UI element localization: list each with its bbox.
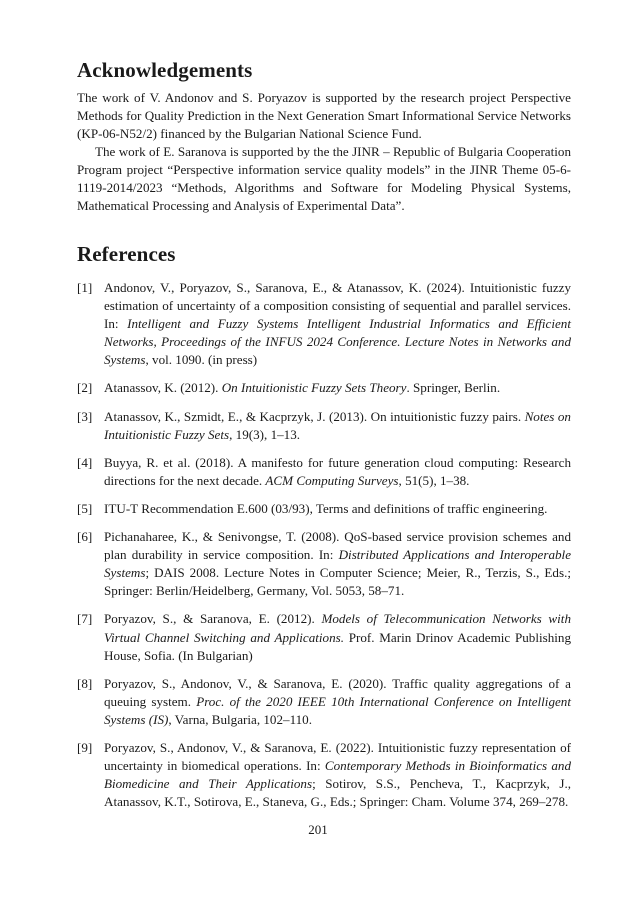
reference-item [77, 500, 571, 518]
reference-number: [9] [77, 739, 93, 755]
reference-text-italic: Notes on Intuitionistic Fuzzy Sets [104, 408, 571, 442]
page-number: 201 [308, 822, 328, 837]
reference-text-plain: Atanassov, K. (2012). [104, 380, 222, 396]
reference-item [77, 675, 571, 729]
reference-text [104, 379, 571, 397]
reference-text-italic: Proc. of the 2020 IEEE 10th International Conference on Intelligent Systems (IS) [104, 693, 571, 727]
reference-text-plain: Buyya, R. et al. (2018). A manifesto for future generation cloud computing: Research directions for the next decade. [104, 454, 571, 488]
reference-item [77, 610, 571, 664]
acknowledgements-heading: Acknowledgements [77, 58, 253, 82]
reference-number: [6] [77, 529, 93, 545]
reference-item [77, 739, 571, 811]
reference-number: [7] [77, 611, 93, 627]
reference-text-plain: ITU-T Recommendation E.600 (03/93), Terms and definitions of traffic engineering. [104, 500, 548, 516]
reference-text [104, 454, 571, 490]
reference-text-plain: Poryazov, S., Andonov, V., & Saranova, E. (2020). Traffic quality aggregations of a queuing system. [104, 675, 571, 709]
reference-text [104, 739, 571, 811]
reference-item [77, 408, 571, 444]
reference-item [77, 279, 571, 369]
reference-text [104, 528, 571, 600]
acknowledgements-paragraph-2: The work of E. Saranova is supported by the the JINR – Republic of Bulgaria Cooperation Program project “Perspective information service quality models” in the JINR Theme 05-6-1119-2014/2023 “Methods, Algorithms and Software for Modeling Physical Systems, Mathematical Processing and Analysis of Experimental Data”. [77, 144, 571, 213]
reference-text-plain: Prof. Marin Drinov Academic Publishing House, Sofia. (In Bulgarian) [104, 629, 571, 663]
reference-number: [3] [77, 408, 93, 424]
reference-text-plain: Poryazov, S., Andonov, V., & Saranova, E. (2022). Intuitionistic fuzzy representation of uncertainty in biomedical operations. In: [104, 739, 571, 774]
reference-number: [2] [77, 380, 93, 396]
reference-item [77, 454, 571, 490]
reference-text-plain: , vol. 1090. (in press) [145, 352, 258, 368]
reference-text-italic: Contemporary Methods in Bioinformatics and Biomedicine and Their Applications [104, 758, 571, 792]
reference-text-plain: Pichanaharee, K., & Senivongse, T. (2008). QoS-based service provision schemes and plan durability in service composition. In: [104, 529, 571, 563]
references-heading: References [77, 242, 176, 266]
reference-text-italic: Models of Telecommunication Networks with Virtual Channel Switching and Applications. [104, 611, 571, 645]
reference-text [104, 500, 571, 518]
reference-text [104, 610, 571, 664]
reference-text-plain: , Varna, Bulgaria, 102–110. [168, 711, 312, 727]
reference-text-italic: ACM Computing Surveys [265, 472, 399, 488]
reference-text-italic: Intelligent and Fuzzy Systems Intelligent Industrial Informatics and Efficient Networks, Proceedings of the INFUS 2024 Conference. Lecture Notes in Networks and Systems [104, 316, 571, 368]
reference-item [77, 528, 571, 600]
reference-text-plain: . Springer, Berlin. [406, 380, 501, 396]
reference-text-plain: Atanassov, K., Szmidt, E., & Kacprzyk, J. (2013). On intuitionistic fuzzy pairs. [104, 408, 525, 424]
reference-text-plain: , 51(5), 1–38. [398, 472, 470, 488]
reference-number: [8] [77, 675, 93, 691]
reference-item [77, 379, 571, 397]
reference-text-italic: Distributed Applications and Interoperable Systems [104, 547, 572, 581]
reference-number: [4] [77, 454, 93, 470]
reference-text-plain: Andonov, V., Poryazov, S., Saranova, E., & Atanassov, K. (2024). Intuitionistic fuzzy estimation of uncertainty of a composition consisting of sequential and parallel services. In: [104, 280, 571, 332]
acknowledgements-section [77, 89, 571, 215]
reference-number: [5] [77, 500, 93, 516]
reference-text [104, 408, 571, 444]
reference-text [104, 279, 571, 369]
reference-text-plain: Poryazov, S., & Saranova, E. (2012). [104, 611, 322, 627]
reference-text [104, 675, 571, 729]
reference-number: [1] [77, 280, 93, 295]
acknowledgements-paragraph-1: The work of V. Andonov and S. Poryazov is supported by the research project Perspective Methods for Quality Prediction in the Next Generation Smart Informational Service Networks (KP-06-N52/2) financed by the Bulgarian National Science Fund. [77, 90, 571, 141]
reference-text-plain: , 19(3), 1–13. [229, 426, 301, 442]
reference-text-plain: ; Sotirov, S.S., Pencheva, T., Kacprzyk, J., Atanassov, K.T., Sotirova, E., Staneva, G., Eds.; Springer: Cham. Volume 374, 269–278. [104, 776, 571, 810]
reference-text-italic: On Intuitionistic Fuzzy Sets Theory [221, 380, 407, 396]
references-list [77, 279, 571, 821]
reference-text-plain: ; DAIS 2008. Lecture Notes in Computer Science; Meier, R., Terzis, S., Eds.; Springer: Berlin/Heidelberg, Germany, Vol. 5053, 58–71. [104, 565, 571, 599]
